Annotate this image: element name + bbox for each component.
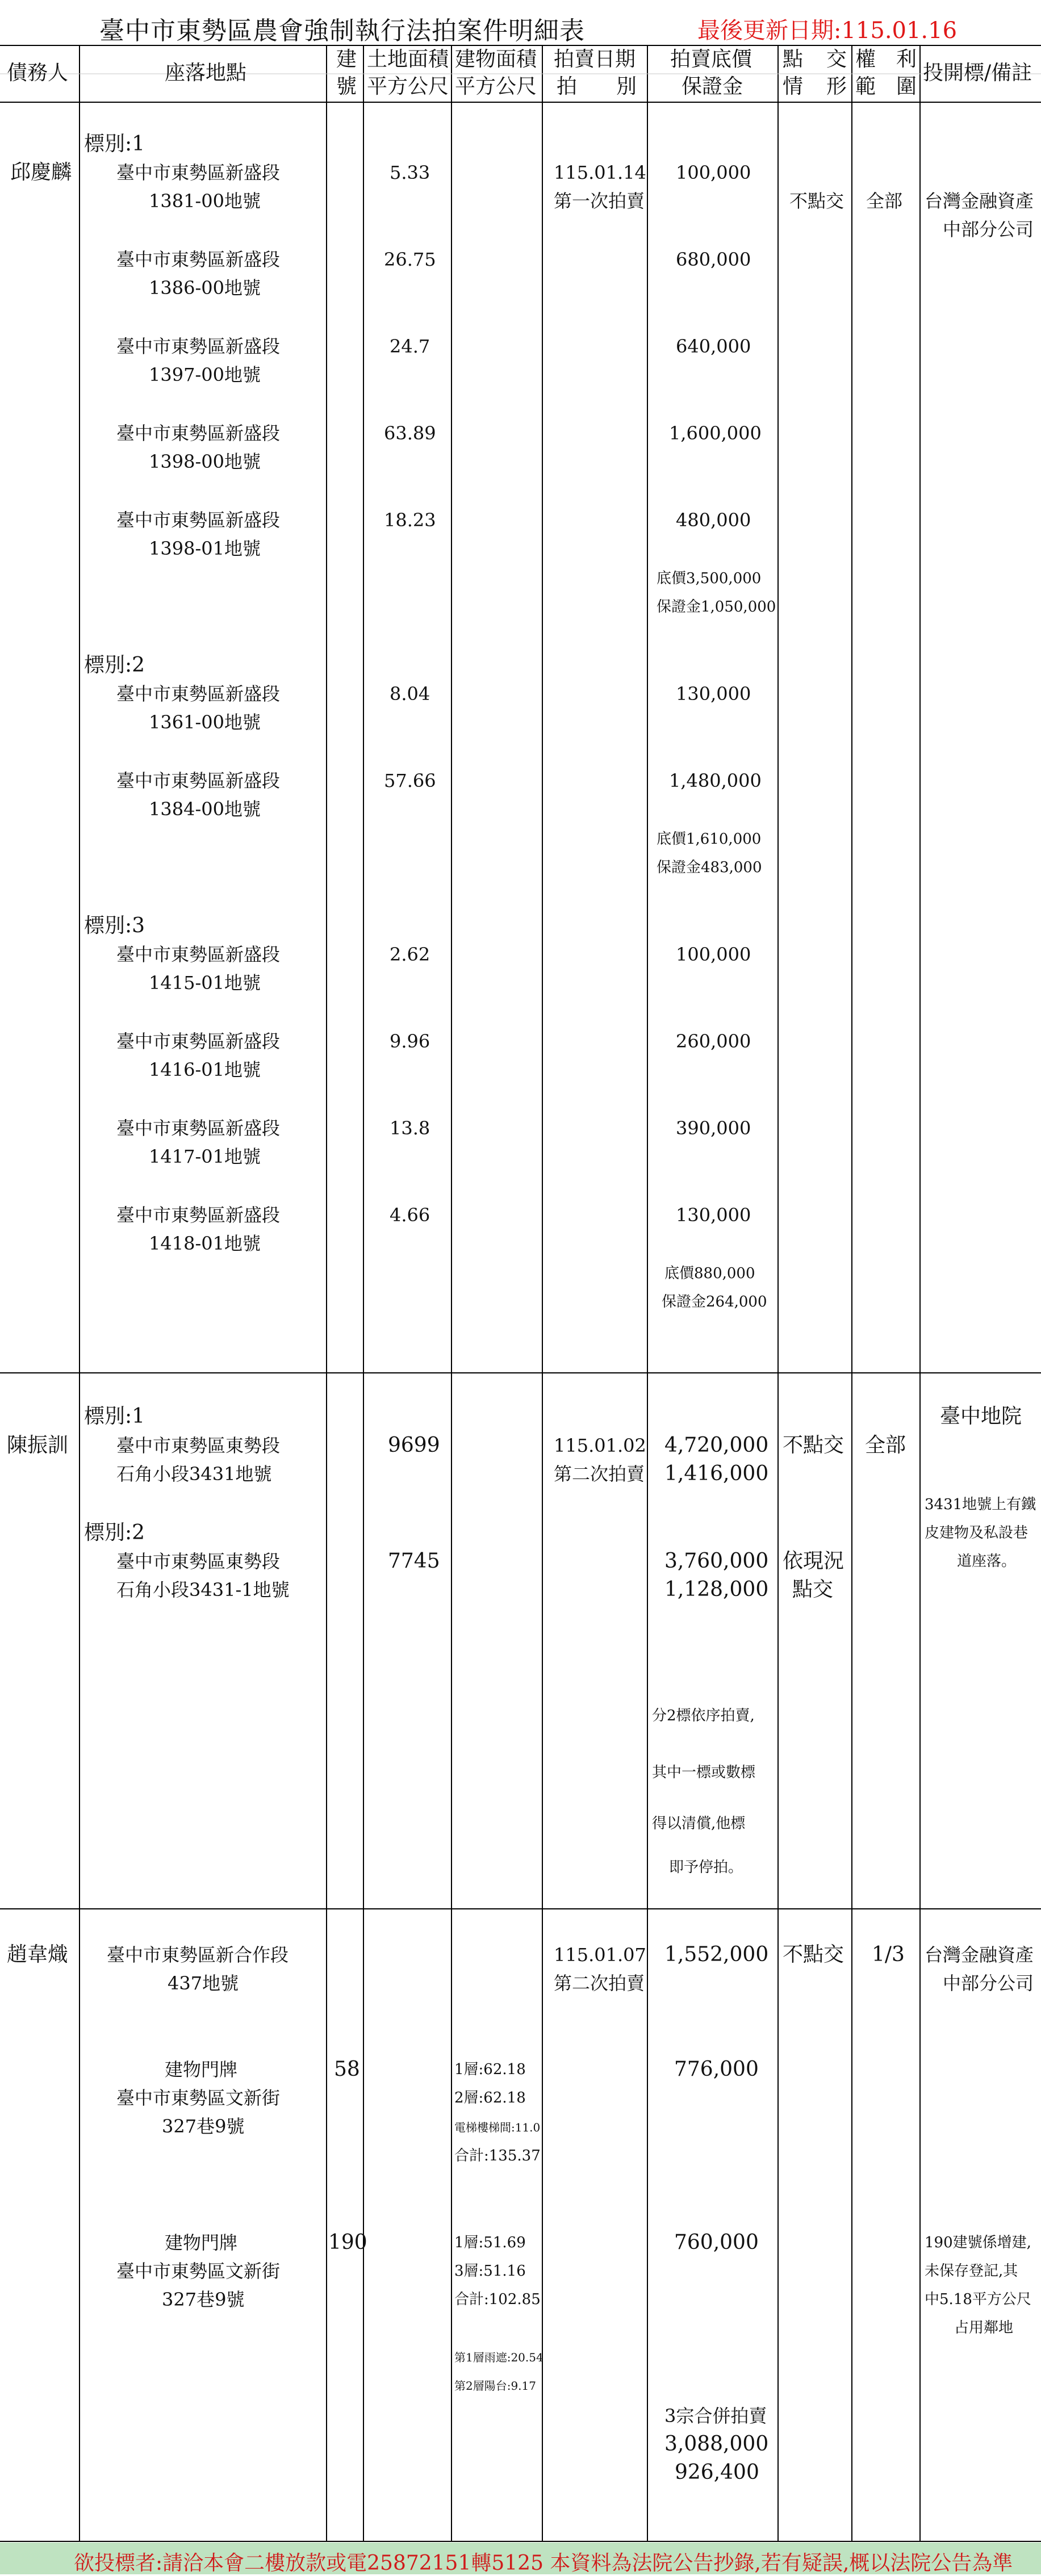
land-area: 24.7 — [390, 336, 430, 357]
reserve-price: 4,720,000 — [664, 1434, 769, 1457]
header-right-b1: 範 — [855, 75, 876, 98]
remark-line3: 中5.18平方公尺 — [925, 2291, 1031, 2308]
auction-round: 第二次拍賣 — [554, 1463, 645, 1485]
reserve-price: 680,000 — [676, 249, 751, 270]
note-line3: 得以清償,他標 — [652, 1815, 746, 1832]
land-area: 13.8 — [390, 1117, 430, 1139]
location-line1: 臺中市東勢區新盛段 — [116, 422, 281, 444]
building-area-line4: 第1層雨遮:20.54 — [454, 2351, 544, 2364]
location-line1: 臺中市東勢區文新街 — [116, 2260, 281, 2282]
combined-label: 3宗合併拍賣 — [664, 2405, 767, 2427]
right-scope: 1/3 — [872, 1943, 905, 1966]
header-building-area-b: 平方公尺 — [455, 75, 537, 98]
header-land-area-a: 土地面積 — [367, 48, 449, 71]
debtor-name: 趙韋熾 — [7, 1943, 69, 1966]
building-area-line2: 3層:51.16 — [454, 2263, 526, 2280]
header-handover-a2: 交 — [826, 48, 847, 71]
reserve-price: 390,000 — [676, 1117, 751, 1139]
reserve-price: 640,000 — [676, 336, 751, 357]
auction-round: 第二次拍賣 — [554, 1972, 645, 1994]
location-line2: 1416-01地號 — [149, 1059, 261, 1080]
building-area-line1: 1層:62.18 — [454, 2061, 526, 2078]
location-line2: 1398-00地號 — [149, 451, 261, 472]
land-area: 18.23 — [384, 509, 436, 531]
footer-bar — [0, 2543, 1041, 2574]
combined-deposit: 926,400 — [675, 2461, 759, 2484]
land-area: 7745 — [388, 1549, 440, 1573]
header-handover-b2: 形 — [826, 75, 847, 98]
building-area-line5: 第2層陽台:9.17 — [454, 2379, 536, 2393]
lot-total-deposit: 保證金483,000 — [657, 859, 762, 876]
last-updated: 最後更新日期:115.01.16 — [697, 18, 958, 44]
location-line2: 1384-00地號 — [149, 798, 261, 820]
land-area: 9699 — [388, 1434, 440, 1457]
lot-total-price: 底價880,000 — [664, 1265, 755, 1282]
reserve-price: 100,000 — [676, 944, 751, 965]
lot-label: 標別:1 — [84, 132, 145, 156]
location-line2: 1386-00地號 — [149, 277, 261, 299]
location-line1: 臺中市東勢區東勢段 — [116, 1435, 281, 1456]
reserve-price: 1,480,000 — [669, 770, 762, 791]
remark-line1: 190建號係增建, — [925, 2234, 1031, 2251]
building-area-line2: 2層:62.18 — [454, 2089, 526, 2106]
remark-line1: 3431地號上有鐵 — [925, 1496, 1036, 1513]
location-line2: 1418-01地號 — [149, 1233, 261, 1254]
deposit: 1,416,000 — [664, 1462, 769, 1485]
land-area: 8.04 — [390, 683, 430, 705]
building-area-line3: 電梯樓梯間:11.0 — [454, 2121, 541, 2134]
location-line1: 臺中市東勢區文新街 — [116, 2087, 281, 2109]
location-line1: 臺中市東勢區新盛段 — [116, 336, 281, 357]
title-bar — [0, 0, 1041, 45]
handover-status-line2: 點交 — [792, 1578, 834, 1601]
location-line1: 臺中市東勢區新盛段 — [116, 770, 281, 791]
location-line2: 1397-00地號 — [149, 364, 261, 386]
right-scope: 全部 — [866, 190, 903, 212]
location-line2: 327巷9號 — [162, 2116, 245, 2137]
note-line1: 分2標依序拍賣, — [652, 1707, 755, 1724]
header-land-area-b: 平方公尺 — [367, 75, 449, 98]
location-line1: 臺中市東勢區新盛段 — [116, 944, 281, 965]
land-area: 2.62 — [390, 944, 430, 965]
header-debtor: 債務人 — [7, 61, 69, 85]
header-building-no-a: 建 — [336, 48, 357, 71]
header-price-a: 拍賣底價 — [670, 48, 752, 71]
reserve-price: 260,000 — [676, 1031, 751, 1052]
lot-label: 標別:2 — [84, 654, 145, 677]
location-line2: 石角小段3431-1地號 — [116, 1579, 290, 1601]
reserve-price: 130,000 — [676, 1204, 751, 1226]
auction-date: 115.01.07 — [554, 1944, 646, 1966]
lot-label: 標別:3 — [84, 914, 145, 937]
right-scope: 全部 — [865, 1434, 906, 1457]
note-line4: 即予停拍。 — [669, 1859, 743, 1876]
location-line1: 臺中市東勢區新盛段 — [116, 1204, 281, 1226]
reserve-price: 1,552,000 — [664, 1943, 769, 1966]
header-handover-b1: 情 — [783, 75, 804, 98]
remark-court: 臺中地院 — [940, 1405, 1022, 1428]
reserve-price: 776,000 — [674, 2058, 759, 2081]
auction-round: 第一次拍賣 — [554, 190, 645, 212]
lot-total-deposit: 保證金264,000 — [662, 1293, 767, 1310]
lot-label: 標別:1 — [84, 1405, 145, 1428]
reserve-price: 760,000 — [674, 2231, 759, 2254]
location-line2: 1361-00地號 — [149, 711, 261, 733]
header-building-area-a: 建物面積 — [455, 48, 537, 71]
location-line1: 臺中市東勢區東勢段 — [116, 1551, 281, 1572]
location-line2: 1398-01地號 — [149, 538, 261, 559]
land-area: 5.33 — [390, 162, 430, 183]
remark-line2: 中部分公司 — [943, 1972, 1034, 1994]
lot-label: 標別:2 — [84, 1521, 145, 1544]
building-area-total: 合計:135.37 — [454, 2147, 541, 2164]
location-line1: 臺中市東勢區新盛段 — [116, 683, 281, 705]
debtor-name: 陳振訓 — [7, 1434, 69, 1457]
building-label: 建物門牌 — [165, 2059, 238, 2080]
remark-line1: 台灣金融資產 — [925, 190, 1034, 212]
debtor-name: 邱慶麟 — [10, 161, 72, 184]
remark-line1: 台灣金融資產 — [925, 1944, 1034, 1966]
reserve-price: 480,000 — [676, 509, 751, 531]
land-area: 63.89 — [384, 422, 436, 444]
building-no: 190 — [328, 2231, 367, 2254]
remark-line4: 占用鄰地 — [954, 2319, 1014, 2336]
location-line2: 1417-01地號 — [149, 1146, 261, 1167]
remark-line3: 道座落。 — [957, 1553, 1017, 1570]
header-right-b2: 圍 — [896, 75, 917, 98]
lot-total-price: 底價1,610,000 — [657, 831, 762, 848]
building-area-line1: 1層:51.69 — [454, 2234, 526, 2251]
header-date-b2: 別 — [616, 75, 637, 98]
deposit: 1,128,000 — [664, 1578, 769, 1601]
auction-date: 115.01.14 — [554, 162, 646, 183]
location-line1: 臺中市東勢區新盛段 — [116, 1117, 281, 1139]
location-line1: 臺中市東勢區新盛段 — [116, 1031, 281, 1052]
handover-status: 不點交 — [783, 1434, 844, 1457]
handover-status: 依現況 — [783, 1549, 844, 1573]
reserve-price: 100,000 — [676, 162, 751, 183]
header-date-b1: 拍 — [557, 75, 578, 98]
header-building-no-b: 號 — [336, 75, 357, 98]
location-line1: 臺中市東勢區新盛段 — [116, 509, 281, 531]
header-price-b: 保證金 — [682, 75, 743, 98]
reserve-price: 3,760,000 — [664, 1549, 769, 1573]
header-remark: 投開標/備註 — [923, 61, 1032, 85]
header-right-a2: 利 — [896, 48, 917, 71]
location-line2: 437地號 — [168, 1972, 239, 1994]
reserve-price: 1,600,000 — [669, 422, 762, 444]
page-title: 臺中市東勢區農會強制執行法拍案件明細表 — [99, 16, 585, 45]
remark-line2: 中部分公司 — [943, 219, 1034, 240]
location-line1: 臺中市東勢區新盛段 — [116, 162, 281, 183]
reserve-price: 130,000 — [676, 683, 751, 705]
land-area: 26.75 — [384, 249, 436, 270]
location-line2: 石角小段3431地號 — [116, 1463, 272, 1485]
auction-date: 115.01.02 — [554, 1435, 646, 1456]
land-area: 57.66 — [384, 770, 436, 791]
header-right-a1: 權 — [855, 48, 876, 71]
building-no: 58 — [334, 2058, 360, 2081]
footer-note: 欲投標者:請洽本會二樓放款或電25872151轉5125 本資料為法院公告抄錄,若有疑誤,概以法院公告為準 — [74, 2552, 1013, 2575]
location-line1: 臺中市東勢區新合作段 — [107, 1944, 289, 1966]
handover-status: 不點交 — [783, 1943, 844, 1966]
lot-total-deposit: 保證金1,050,000 — [657, 598, 776, 615]
header-location: 座落地點 — [165, 61, 247, 85]
combined-price: 3,088,000 — [664, 2432, 769, 2456]
location-line1: 臺中市東勢區新盛段 — [116, 249, 281, 270]
building-label: 建物門牌 — [165, 2232, 238, 2254]
location-line2: 1415-01地號 — [149, 972, 261, 994]
location-line2: 1381-00地號 — [149, 190, 261, 212]
handover-status: 不點交 — [789, 190, 844, 212]
remark-line2: 未保存登記,其 — [925, 2263, 1018, 2280]
location-line2: 327巷9號 — [162, 2289, 245, 2310]
remark-line2: 皮建物及私設巷 — [925, 1524, 1029, 1542]
header-date-a: 拍賣日期 — [554, 48, 636, 71]
land-area: 4.66 — [390, 1204, 430, 1226]
building-area-total: 合計:102.85 — [454, 2291, 541, 2308]
note-line2: 其中一標或數標 — [652, 1764, 756, 1781]
lot-total-price: 底價3,500,000 — [657, 570, 762, 587]
land-area: 9.96 — [390, 1031, 430, 1052]
header-handover-a1: 點 — [783, 48, 804, 71]
